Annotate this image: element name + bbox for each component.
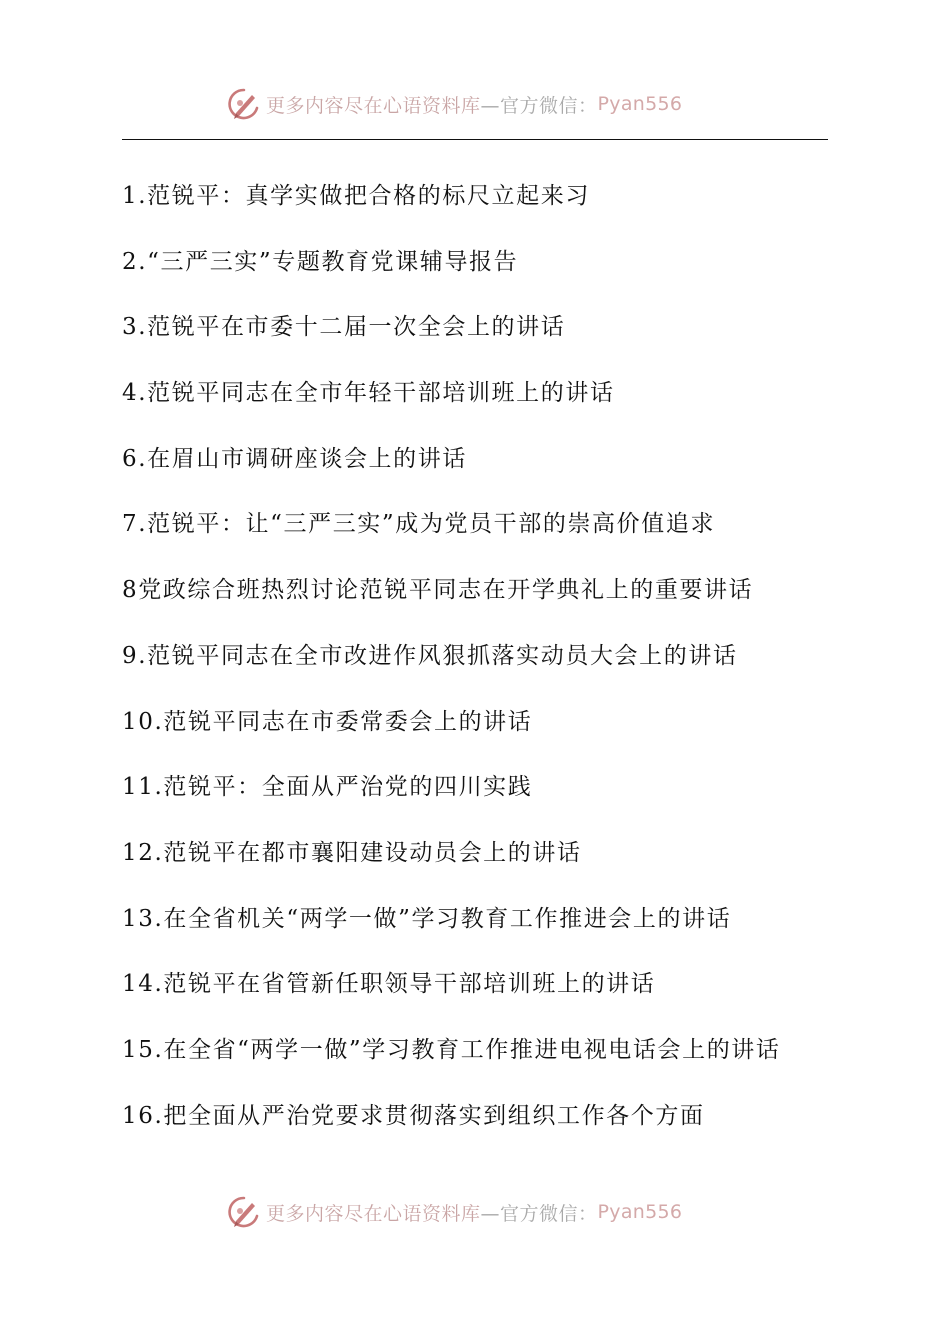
toc-item: 15.在全省“两学一做”学习教育工作推进电视电话会上的讲话 xyxy=(122,1036,781,1063)
watermark-contact-label: —官方微信： xyxy=(480,1202,598,1225)
toc-item: 6.在眉山市调研座谈会上的讲话 xyxy=(122,445,467,472)
watermark-wechat-id: Pyan556 xyxy=(597,93,683,115)
toc-item: 11.范锐平：全面从严治党的四川实践 xyxy=(122,774,533,801)
pen-circle-logo-icon xyxy=(226,1194,262,1230)
toc-item: 7.范锐平：让“三严三实”成为党员干部的崇高价值追求 xyxy=(122,511,716,538)
toc-item: 3.范锐平在市委十二届一次全会上的讲话 xyxy=(122,314,566,341)
pen-circle-logo-icon xyxy=(226,86,262,122)
footer-watermark xyxy=(226,1192,682,1232)
toc-item: 10.范锐平同志在市委常委会上的讲话 xyxy=(122,708,533,735)
watermark-brand: 更多内容尽在心语资料库 xyxy=(266,1202,481,1225)
toc-item: 2.“三严三实”专题教育党课辅导报告 xyxy=(122,248,519,275)
watermark-contact-label: —官方微信： xyxy=(480,94,598,117)
toc-item: 1.范锐平：真学实做把合格的标尺立起来习 xyxy=(122,183,590,209)
toc-item: 9.范锐平同志在全市改进作风狠抓落实动员大会上的讲话 xyxy=(122,642,738,669)
watermark-wechat-id: Pyan556 xyxy=(597,1201,683,1223)
toc-item: 4.范锐平同志在全市年轻干部培训班上的讲话 xyxy=(122,380,615,407)
toc-item: 8党政综合班热烈讨论范锐平同志在开学典礼上的重要讲话 xyxy=(122,577,754,604)
toc-item: 14.范锐平在省管新任职领导干部培训班上的讲话 xyxy=(122,971,656,998)
toc-item: 16.把全面从严治党要求贯彻落实到组织工作各个方面 xyxy=(122,1102,705,1129)
watermark-brand: 更多内容尽在心语资料库 xyxy=(266,94,481,117)
toc-item: 12.范锐平在都市襄阳建设动员会上的讲话 xyxy=(122,839,582,866)
header-watermark xyxy=(226,84,682,124)
toc-item: 13.在全省机关“两学一做”学习教育工作推进会上的讲话 xyxy=(122,905,732,932)
table-of-contents xyxy=(122,176,781,1161)
header-divider xyxy=(122,139,828,140)
